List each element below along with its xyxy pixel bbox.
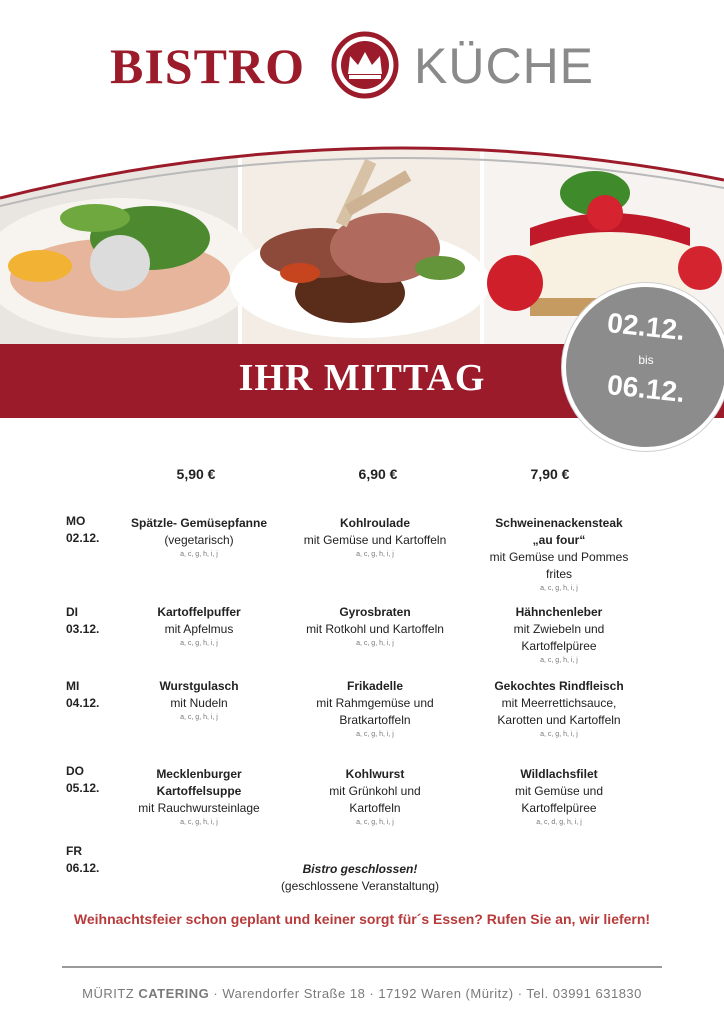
dish-desc: mit Apfelmus	[164, 622, 234, 636]
dish-allergens: a, c, g, h, i, j	[540, 731, 578, 738]
day-name: DO	[66, 764, 84, 778]
price-column-2: 6,90 €	[358, 466, 398, 482]
date-badge	[562, 283, 724, 451]
dish-name: Hähnchenleber	[515, 605, 603, 619]
dish-name: Kartoffelpuffer	[157, 605, 241, 619]
dish-name: Gyrosbraten	[339, 605, 411, 619]
day-date: 02.12.	[66, 531, 100, 545]
dish-name: Spätzle- Gemüsepfanne	[130, 516, 268, 530]
footer-company-light: MÜRITZ	[82, 986, 135, 1001]
day-label	[66, 843, 126, 877]
dish-cell	[114, 604, 284, 649]
dish-allergens: a, c, d, g, h, i, j	[536, 819, 582, 826]
closed-title: Bistro geschlossen!	[302, 862, 418, 876]
dish-name: Gekochtes Rindfleisch	[494, 679, 624, 693]
dish-cell	[134, 766, 264, 828]
dish-name: Kohlwurst	[345, 767, 405, 781]
dish-allergens: a, c, g, h, i, j	[540, 657, 578, 664]
date-from: 02.12.	[605, 307, 687, 346]
day-date: 06.12.	[66, 861, 100, 875]
day-name: FR	[66, 844, 82, 858]
price-column-1: 5,90 €	[176, 466, 216, 482]
dish-desc: mit Nudeln	[170, 696, 228, 710]
date-to: 06.12.	[605, 369, 687, 408]
price-column-3: 7,90 €	[530, 466, 570, 482]
dish-allergens: a, c, g, h, i, j	[180, 640, 218, 647]
footer-address: · Warendorfer Straße 18 · 17192 Waren (Müritz) · Tel. 03991 631830	[209, 986, 642, 1001]
dish-desc: mit Gemüse und Kartoffeln	[303, 533, 447, 547]
dish-desc: mit Meerrettichsauce, Karotten und Kartoffeln	[497, 696, 621, 727]
dish-allergens: a, c, g, h, i, j	[356, 731, 394, 738]
dish-cell	[114, 678, 284, 723]
price-header	[0, 466, 724, 486]
dish-cell	[114, 515, 284, 560]
dish-desc: mit Rahmgemüse und Bratkartoffeln	[316, 696, 434, 727]
day-name: MO	[66, 514, 86, 528]
brand-word-kueche: KÜCHE	[414, 38, 595, 94]
dish-allergens: a, c, g, h, i, j	[180, 819, 218, 826]
brand-word-bistro: BISTRO	[110, 38, 305, 94]
dish-allergens: a, c, g, h, i, j	[356, 640, 394, 647]
dish-name: Wurstgulasch	[159, 679, 239, 693]
day-name: DI	[66, 605, 78, 619]
dish-desc: mit Rauchwursteinlage	[138, 801, 260, 815]
dish-desc: mit Gemüse und Kartoffelpüree	[514, 784, 604, 815]
dish-cell	[494, 604, 624, 666]
date-separator: bis	[638, 353, 654, 367]
logo	[0, 30, 724, 102]
dish-name: Frikadelle	[346, 679, 404, 693]
dish-cell	[484, 678, 634, 740]
dish-desc: mit Zwiebeln und Kartoffelpüree	[513, 622, 605, 653]
dish-desc: (vegetarisch)	[164, 533, 234, 547]
dish-desc: mit Gemüse und Pommes frites	[489, 550, 629, 581]
closed-notice	[230, 861, 490, 895]
dish-cell	[305, 678, 445, 740]
dish-allergens: a, c, g, h, i, j	[540, 585, 578, 592]
dish-name: Kohlroulade	[339, 516, 410, 530]
dish-desc: mit Rotkohl und Kartoffeln	[306, 622, 444, 636]
day-label	[66, 763, 126, 797]
dish-name: Schweinenackensteak „au four“	[495, 516, 623, 547]
divider	[62, 966, 662, 968]
dish-name: Mecklenburger Kartoffelsuppe	[156, 767, 242, 798]
crown-icon	[330, 30, 400, 100]
dish-cell	[290, 604, 460, 649]
dish-name: Wildlachsfilet	[520, 767, 598, 781]
dish-cell	[484, 515, 634, 594]
promo-text: Weihnachtsfeier schon geplant und keiner sorgt für´s Essen? Rufen Sie an, wir liefern!	[73, 911, 651, 927]
dish-cell	[310, 766, 440, 828]
day-date: 04.12.	[66, 696, 100, 710]
dish-desc: mit Grünkohl und Kartoffeln	[329, 784, 421, 815]
day-date: 05.12.	[66, 781, 100, 795]
dish-allergens: a, c, g, h, i, j	[356, 819, 394, 826]
page-title: IHR MITTAG	[238, 357, 486, 399]
day-name: MI	[66, 679, 80, 693]
closed-note: (geschlossene Veranstaltung)	[280, 879, 440, 893]
footer-company-bold: CATERING	[138, 986, 210, 1001]
dish-allergens: a, c, g, h, i, j	[180, 551, 218, 558]
day-date: 03.12.	[66, 622, 100, 636]
footer	[0, 986, 724, 1001]
dish-allergens: a, c, g, h, i, j	[356, 551, 394, 558]
dish-allergens: a, c, g, h, i, j	[180, 714, 218, 721]
dish-cell	[290, 515, 460, 560]
dish-cell	[494, 766, 624, 828]
